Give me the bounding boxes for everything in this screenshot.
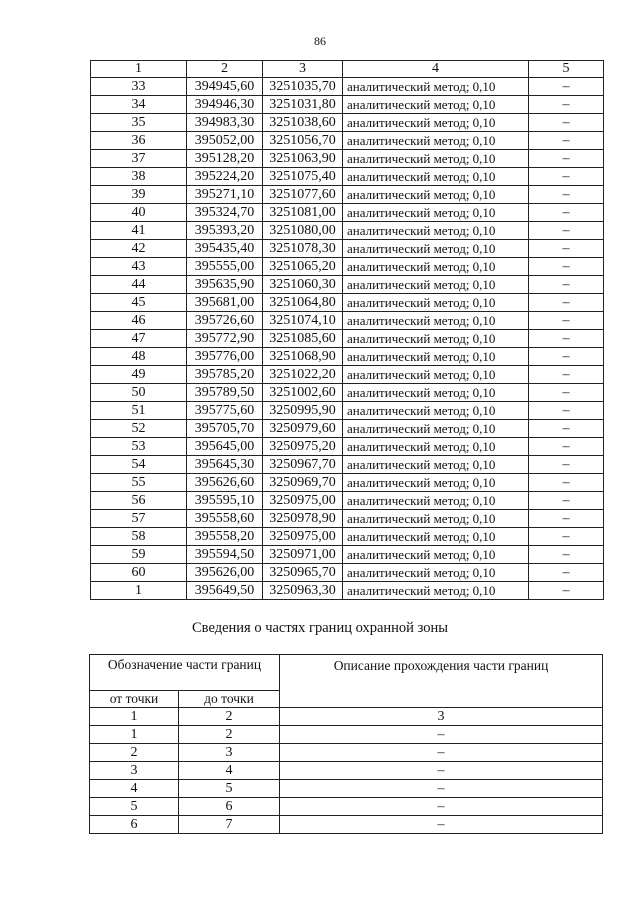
y-coordinate-cell: 3250979,60: [263, 420, 343, 438]
description-cell: –: [529, 276, 604, 294]
method-accuracy-cell: аналитический метод; 0,10: [343, 276, 529, 294]
parts-column-numbers-row: [90, 708, 603, 726]
point-number-cell: 47: [91, 330, 187, 348]
table-row: [91, 528, 604, 546]
table-row: [91, 474, 604, 492]
point-number-cell: 54: [91, 456, 187, 474]
from-point-cell: 6: [90, 816, 179, 834]
y-coordinate-cell: 3251065,20: [263, 258, 343, 276]
y-coordinate-cell: 3251063,90: [263, 150, 343, 168]
x-coordinate-cell: 394945,60: [187, 78, 263, 96]
table-row: [91, 114, 604, 132]
y-coordinate-cell: 3251085,60: [263, 330, 343, 348]
to-point-cell: 5: [179, 780, 280, 798]
description-cell: –: [280, 798, 603, 816]
table-row: [91, 402, 604, 420]
point-number-cell: 60: [91, 564, 187, 582]
y-coordinate-cell: 3251056,70: [263, 132, 343, 150]
method-accuracy-cell: аналитический метод; 0,10: [343, 330, 529, 348]
description-cell: –: [529, 96, 604, 114]
y-coordinate-cell: 3251035,70: [263, 78, 343, 96]
table-row: [91, 96, 604, 114]
parts-header-row: [90, 655, 603, 691]
point-number-cell: 43: [91, 258, 187, 276]
table-row: [90, 762, 603, 780]
method-accuracy-cell: аналитический метод; 0,10: [343, 240, 529, 258]
x-coordinate-cell: 395558,60: [187, 510, 263, 528]
description-cell: –: [529, 546, 604, 564]
y-coordinate-cell: 3251081,00: [263, 204, 343, 222]
description-cell: –: [529, 384, 604, 402]
description-cell: –: [280, 726, 603, 744]
to-point-cell: 3: [179, 744, 280, 762]
x-coordinate-cell: 395324,70: [187, 204, 263, 222]
point-number-cell: 40: [91, 204, 187, 222]
description-cell: –: [529, 222, 604, 240]
point-number-cell: 35: [91, 114, 187, 132]
table-row: [91, 348, 604, 366]
table-row: [91, 294, 604, 312]
x-coordinate-cell: 395271,10: [187, 186, 263, 204]
x-coordinate-cell: 394946,30: [187, 96, 263, 114]
point-number-cell: 55: [91, 474, 187, 492]
x-coordinate-cell: 395645,00: [187, 438, 263, 456]
x-coordinate-cell: 395595,10: [187, 492, 263, 510]
method-accuracy-cell: аналитический метод; 0,10: [343, 78, 529, 96]
y-coordinate-cell: 3251074,10: [263, 312, 343, 330]
y-coordinate-cell: 3251031,80: [263, 96, 343, 114]
method-accuracy-cell: аналитический метод; 0,10: [343, 420, 529, 438]
x-coordinate-cell: 395726,60: [187, 312, 263, 330]
point-number-cell: 58: [91, 528, 187, 546]
point-number-cell: 45: [91, 294, 187, 312]
column-header: 5: [529, 61, 604, 78]
method-accuracy-cell: аналитический метод; 0,10: [343, 510, 529, 528]
description-cell: –: [529, 564, 604, 582]
y-coordinate-cell: 3251064,80: [263, 294, 343, 312]
header-boundary-designation: Обозначение части границ: [90, 655, 280, 691]
to-point-cell: 6: [179, 798, 280, 816]
description-cell: –: [529, 240, 604, 258]
x-coordinate-cell: 395681,00: [187, 294, 263, 312]
table-row: [90, 798, 603, 816]
table-row: [91, 582, 604, 600]
y-coordinate-cell: 3251060,30: [263, 276, 343, 294]
point-number-cell: 37: [91, 150, 187, 168]
method-accuracy-cell: аналитический метод; 0,10: [343, 492, 529, 510]
column-header: 1: [91, 61, 187, 78]
method-accuracy-cell: аналитический метод; 0,10: [343, 294, 529, 312]
point-number-cell: 50: [91, 384, 187, 402]
method-accuracy-cell: аналитический метод; 0,10: [343, 312, 529, 330]
x-coordinate-cell: 395626,00: [187, 564, 263, 582]
method-accuracy-cell: аналитический метод; 0,10: [343, 582, 529, 600]
method-accuracy-cell: аналитический метод; 0,10: [343, 348, 529, 366]
method-accuracy-cell: аналитический метод; 0,10: [343, 150, 529, 168]
y-coordinate-cell: 3250975,00: [263, 492, 343, 510]
section-title: Сведения о частях границ охранной зоны: [192, 620, 448, 636]
table-row: [91, 438, 604, 456]
point-number-cell: 51: [91, 402, 187, 420]
point-number-cell: 57: [91, 510, 187, 528]
x-coordinate-cell: 395785,20: [187, 366, 263, 384]
method-accuracy-cell: аналитический метод; 0,10: [343, 474, 529, 492]
x-coordinate-cell: 395594,50: [187, 546, 263, 564]
method-accuracy-cell: аналитический метод; 0,10: [343, 528, 529, 546]
x-coordinate-cell: 395705,70: [187, 420, 263, 438]
description-cell: –: [529, 78, 604, 96]
x-coordinate-cell: 395555,00: [187, 258, 263, 276]
table-row: [91, 168, 604, 186]
point-number-cell: 44: [91, 276, 187, 294]
description-cell: –: [280, 780, 603, 798]
method-accuracy-cell: аналитический метод; 0,10: [343, 96, 529, 114]
header-boundary-description: Описание прохождения части границ: [280, 655, 603, 708]
description-cell: –: [529, 510, 604, 528]
table-row: [91, 186, 604, 204]
page-number: 86: [314, 34, 326, 48]
to-point-cell: 7: [179, 816, 280, 834]
x-coordinate-cell: 395776,00: [187, 348, 263, 366]
description-cell: –: [529, 294, 604, 312]
y-coordinate-cell: 3251075,40: [263, 168, 343, 186]
column-header: 3: [263, 61, 343, 78]
point-number-cell: 34: [91, 96, 187, 114]
y-coordinate-cell: 3250971,00: [263, 546, 343, 564]
to-point-cell: 2: [179, 726, 280, 744]
boundary-parts-table: [89, 654, 603, 834]
description-cell: –: [529, 438, 604, 456]
description-cell: –: [280, 744, 603, 762]
table-row: [90, 780, 603, 798]
description-cell: –: [529, 366, 604, 384]
description-cell: –: [529, 582, 604, 600]
point-number-cell: 59: [91, 546, 187, 564]
description-cell: –: [529, 114, 604, 132]
description-cell: –: [529, 168, 604, 186]
method-accuracy-cell: аналитический метод; 0,10: [343, 366, 529, 384]
y-coordinate-cell: 3250965,70: [263, 564, 343, 582]
description-cell: –: [280, 816, 603, 834]
method-accuracy-cell: аналитический метод; 0,10: [343, 186, 529, 204]
description-cell: –: [529, 204, 604, 222]
from-point-cell: 2: [90, 744, 179, 762]
x-coordinate-cell: 395635,90: [187, 276, 263, 294]
method-accuracy-cell: аналитический метод; 0,10: [343, 114, 529, 132]
y-coordinate-cell: 3250963,30: [263, 582, 343, 600]
method-accuracy-cell: аналитический метод; 0,10: [343, 546, 529, 564]
table-row: [91, 240, 604, 258]
table-row: [91, 312, 604, 330]
x-coordinate-cell: 395645,30: [187, 456, 263, 474]
method-accuracy-cell: аналитический метод; 0,10: [343, 222, 529, 240]
x-coordinate-cell: 395775,60: [187, 402, 263, 420]
table-row: [91, 330, 604, 348]
table-row: [91, 78, 604, 96]
description-cell: –: [529, 492, 604, 510]
description-cell: –: [529, 474, 604, 492]
table-row: [91, 258, 604, 276]
point-number-cell: 33: [91, 78, 187, 96]
coordinates-table: [90, 60, 604, 600]
y-coordinate-cell: 3251080,00: [263, 222, 343, 240]
table-row: [91, 546, 604, 564]
x-coordinate-cell: 395649,50: [187, 582, 263, 600]
point-number-cell: 38: [91, 168, 187, 186]
x-coordinate-cell: 395772,90: [187, 330, 263, 348]
point-number-cell: 42: [91, 240, 187, 258]
table-row: [90, 744, 603, 762]
column-header: 4: [343, 61, 529, 78]
table-row: [91, 366, 604, 384]
y-coordinate-cell: 3251077,60: [263, 186, 343, 204]
x-coordinate-cell: 394983,30: [187, 114, 263, 132]
point-number-cell: 36: [91, 132, 187, 150]
y-coordinate-cell: 3251068,90: [263, 348, 343, 366]
method-accuracy-cell: аналитический метод; 0,10: [343, 168, 529, 186]
from-point-cell: 5: [90, 798, 179, 816]
y-coordinate-cell: 3251002,60: [263, 384, 343, 402]
point-number-cell: 39: [91, 186, 187, 204]
description-cell: –: [529, 420, 604, 438]
table-row: [90, 816, 603, 834]
description-cell: –: [529, 258, 604, 276]
table-row: [90, 726, 603, 744]
method-accuracy-cell: аналитический метод; 0,10: [343, 384, 529, 402]
point-number-cell: 1: [91, 582, 187, 600]
column-number: 1: [90, 708, 179, 726]
from-point-cell: 3: [90, 762, 179, 780]
method-accuracy-cell: аналитический метод; 0,10: [343, 204, 529, 222]
description-cell: –: [529, 348, 604, 366]
header-from-point: от точки: [90, 691, 179, 708]
column-header: 2: [187, 61, 263, 78]
method-accuracy-cell: аналитический метод; 0,10: [343, 456, 529, 474]
description-cell: –: [529, 312, 604, 330]
description-cell: –: [280, 762, 603, 780]
from-point-cell: 1: [90, 726, 179, 744]
method-accuracy-cell: аналитический метод; 0,10: [343, 438, 529, 456]
description-cell: –: [529, 456, 604, 474]
y-coordinate-cell: 3250995,90: [263, 402, 343, 420]
table-row: [91, 564, 604, 582]
description-cell: –: [529, 132, 604, 150]
x-coordinate-cell: 395789,50: [187, 384, 263, 402]
table-row: [91, 276, 604, 294]
table-row: [91, 150, 604, 168]
column-number: 2: [179, 708, 280, 726]
x-coordinate-cell: 395128,20: [187, 150, 263, 168]
point-number-cell: 46: [91, 312, 187, 330]
table-row: [91, 132, 604, 150]
description-cell: –: [529, 528, 604, 546]
table-row: [91, 222, 604, 240]
y-coordinate-cell: 3250975,20: [263, 438, 343, 456]
description-cell: –: [529, 150, 604, 168]
to-point-cell: 4: [179, 762, 280, 780]
x-coordinate-cell: 395393,20: [187, 222, 263, 240]
y-coordinate-cell: 3251078,30: [263, 240, 343, 258]
description-cell: –: [529, 186, 604, 204]
x-coordinate-cell: 395558,20: [187, 528, 263, 546]
x-coordinate-cell: 395224,20: [187, 168, 263, 186]
point-number-cell: 52: [91, 420, 187, 438]
x-coordinate-cell: 395626,60: [187, 474, 263, 492]
method-accuracy-cell: аналитический метод; 0,10: [343, 258, 529, 276]
coords-header-row: [91, 61, 604, 78]
y-coordinate-cell: 3250978,90: [263, 510, 343, 528]
table-row: [91, 456, 604, 474]
table-row: [91, 384, 604, 402]
y-coordinate-cell: 3250967,70: [263, 456, 343, 474]
method-accuracy-cell: аналитический метод; 0,10: [343, 132, 529, 150]
table-row: [91, 492, 604, 510]
column-number: 3: [280, 708, 603, 726]
table-row: [91, 420, 604, 438]
table-row: [91, 204, 604, 222]
header-to-point: до точки: [179, 691, 280, 708]
from-point-cell: 4: [90, 780, 179, 798]
x-coordinate-cell: 395435,40: [187, 240, 263, 258]
description-cell: –: [529, 330, 604, 348]
point-number-cell: 56: [91, 492, 187, 510]
y-coordinate-cell: 3250969,70: [263, 474, 343, 492]
y-coordinate-cell: 3251038,60: [263, 114, 343, 132]
point-number-cell: 53: [91, 438, 187, 456]
point-number-cell: 48: [91, 348, 187, 366]
y-coordinate-cell: 3251022,20: [263, 366, 343, 384]
y-coordinate-cell: 3250975,00: [263, 528, 343, 546]
table-row: [91, 510, 604, 528]
description-cell: –: [529, 402, 604, 420]
point-number-cell: 41: [91, 222, 187, 240]
method-accuracy-cell: аналитический метод; 0,10: [343, 564, 529, 582]
x-coordinate-cell: 395052,00: [187, 132, 263, 150]
method-accuracy-cell: аналитический метод; 0,10: [343, 402, 529, 420]
point-number-cell: 49: [91, 366, 187, 384]
